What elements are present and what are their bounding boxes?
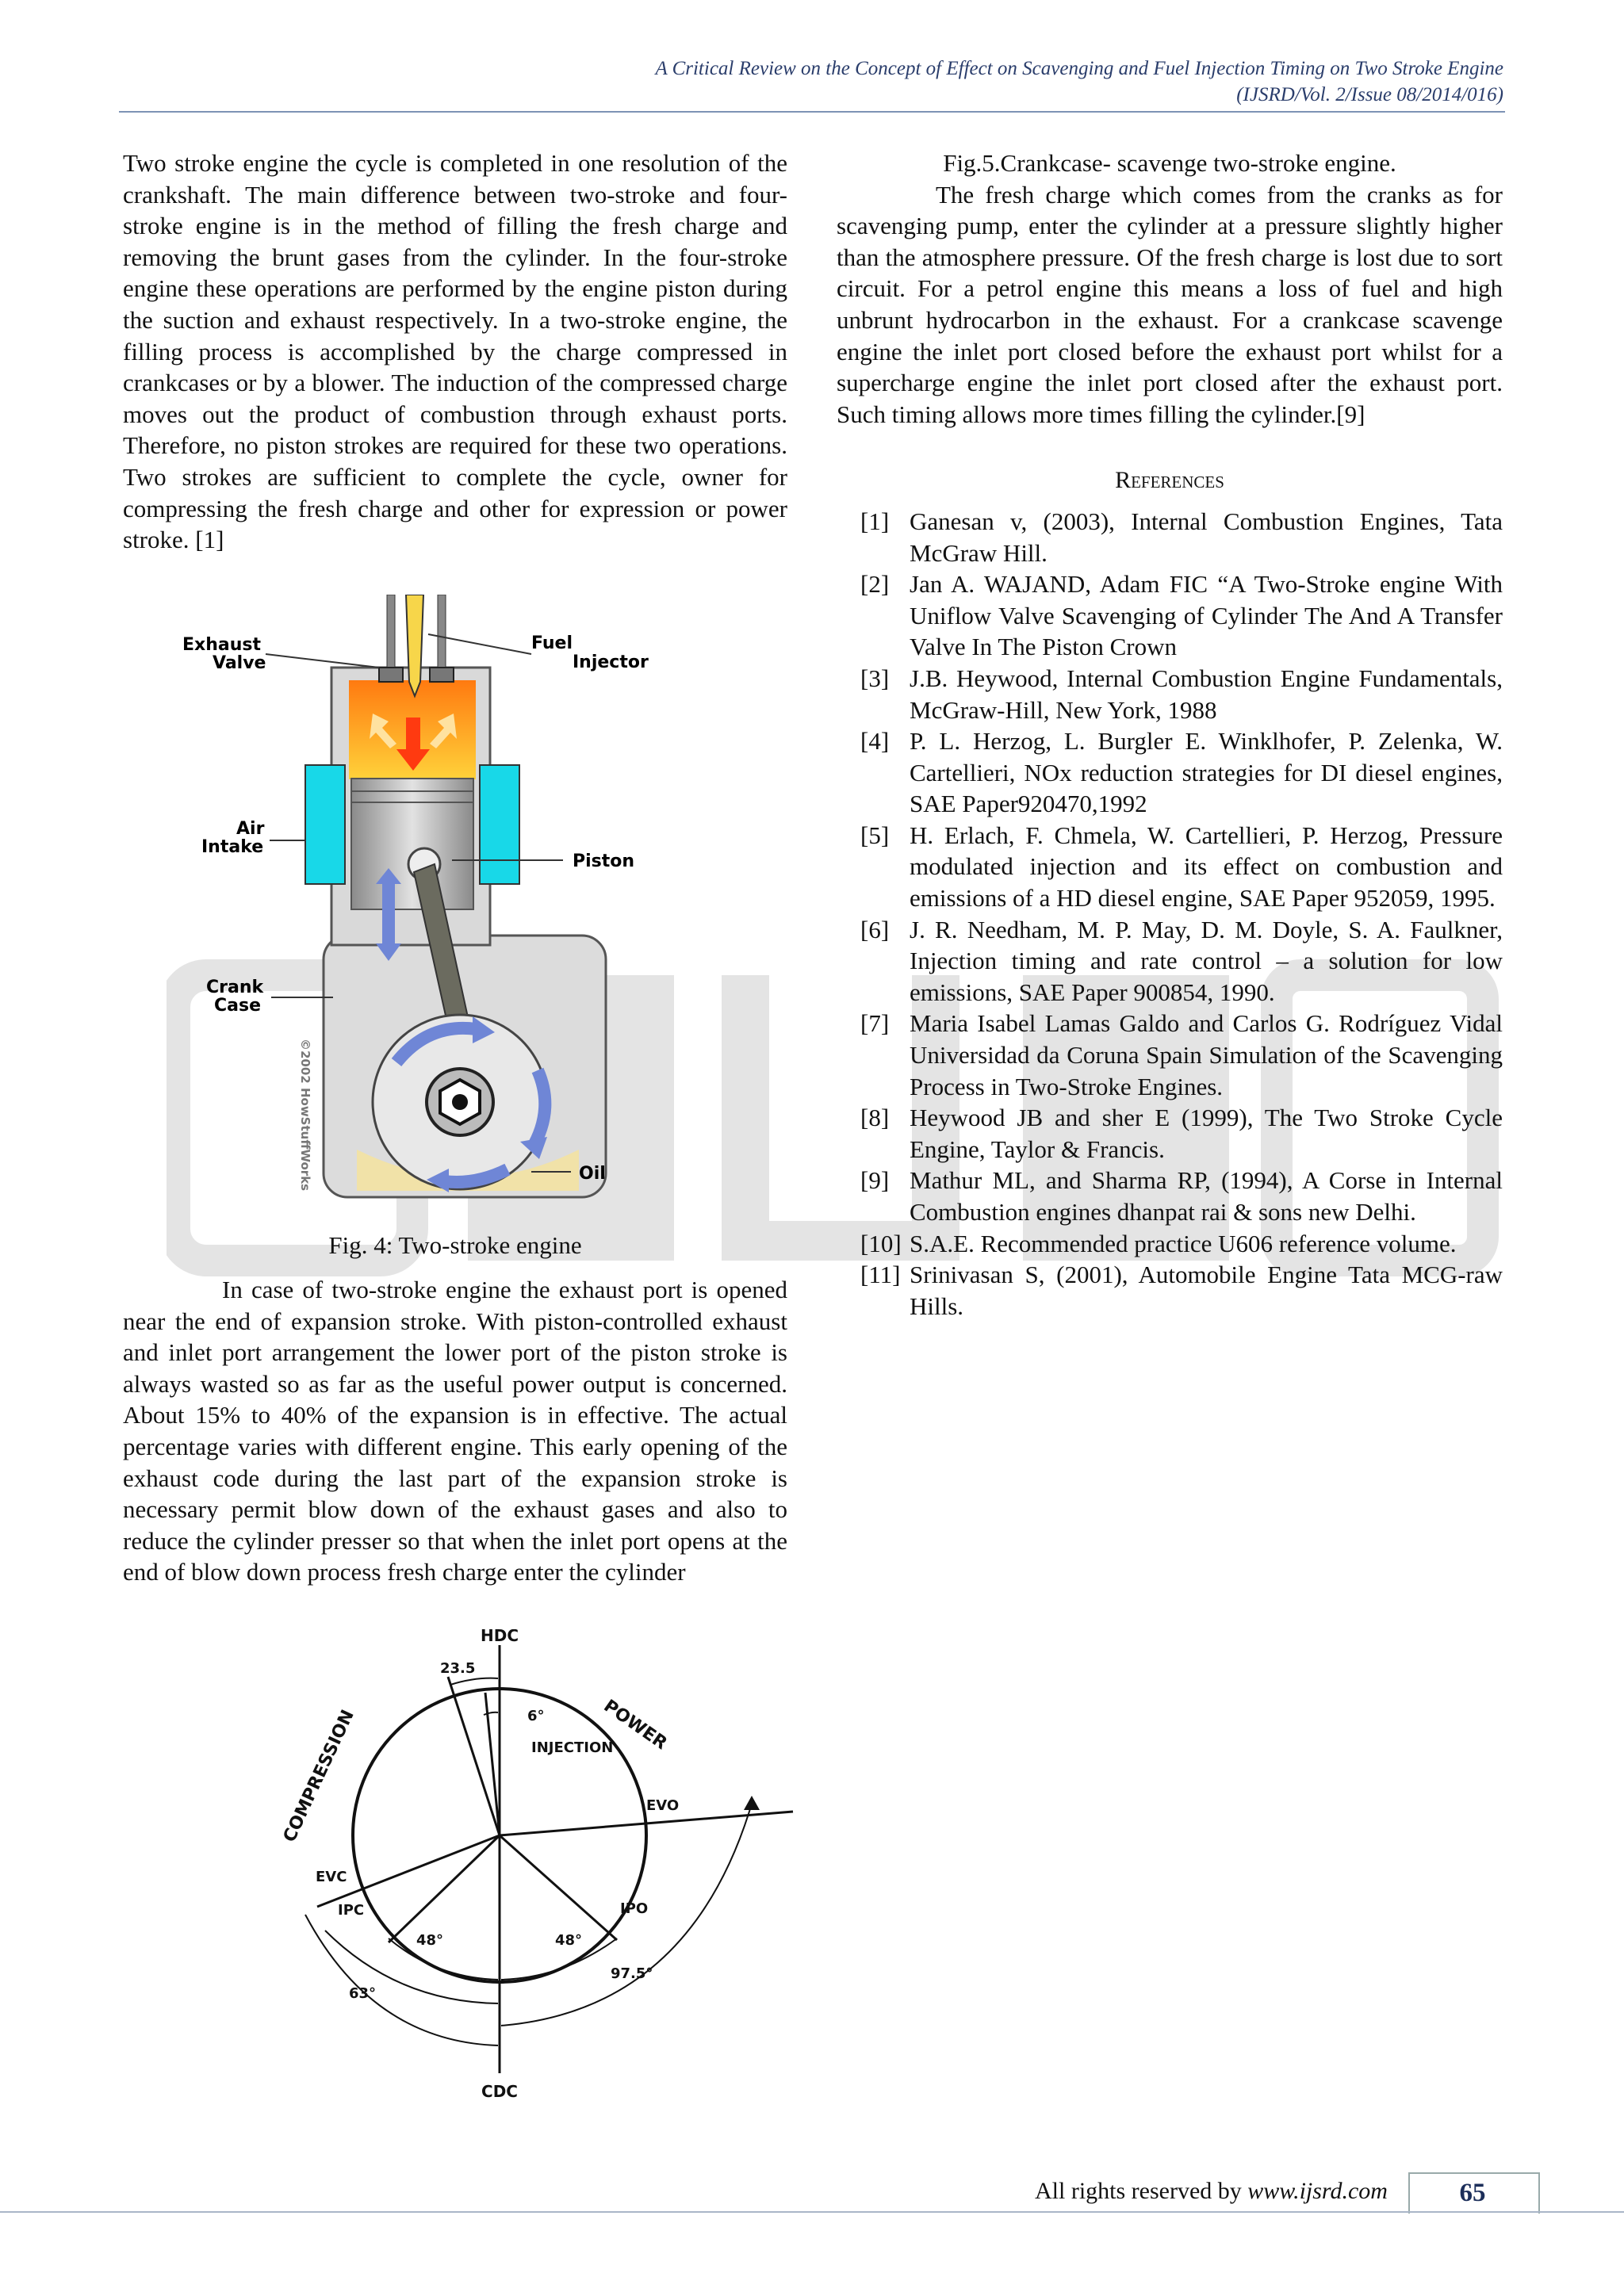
timing-diagram <box>246 1629 817 2105</box>
piston <box>351 779 473 909</box>
reference-item: [1] Ganesan v, (2003), Internal Combustion Engines, Tata McGraw Hill. <box>860 507 1503 567</box>
intro-paragraph: Two stroke engine the cycle is completed in one resolution of the crankshaft. The main difference between two-stroke and four-stroke engine is in the method of filling the fresh charge and removing the brunt gases from the cylinder. In the four-stroke engine these operations are performed by the engine piston during the suction and exhaust respectively. In a two-stroke engine, the filling process is accomplished by the charge compressed in crankcases or by a blower. The induction of the compressed charge moves out the product of combustion through exhaust ports. Therefore, no piston strokes are required for these two operations. Two strokes are sufficient to complete the cycle, owner for compressing the fresh charge and other for expression or power stroke. [1] <box>123 149 787 554</box>
reference-item: [4] P. L. Herzog, L. Burgler E. Winklhofer, P. Zelenka, W. Cartellieri, NOx reduction strategies for DI diesel engines, SAE Paper920470,1992 <box>860 727 1503 818</box>
page-number: 65 <box>1459 2179 1486 2207</box>
label-oil: Oil <box>579 1164 606 1184</box>
label-crank-case-2: Case <box>214 996 262 1016</box>
footer-divider <box>0 2211 1624 2213</box>
header-volume: (IJSRD/Vol. 2/Issue 08/2014/016) <box>1236 84 1503 105</box>
label-hdc: HDC <box>480 1629 519 1645</box>
label-power: POWER <box>599 1696 671 1755</box>
header-title: A Critical Review on the Concept of Effect on Scavenging and Fuel Injection Timing on Two Stroke Engine <box>655 58 1503 79</box>
label-ipc: IPC <box>338 1902 365 1919</box>
label-evc: EVC <box>316 1869 347 1885</box>
exhaust-valve-head <box>379 668 403 682</box>
label-angle-6: 6° <box>527 1708 545 1724</box>
reference-item: [8] Heywood JB and sher E (1999), The Two Stroke Cycle Engine, Taylor & Francis. <box>860 1104 1503 1163</box>
reference-item: [9] Mathur ML, and Sharma RP, (1994), A Corse in Internal Combustion engines dhanpat rai & sons new Delhi. <box>860 1166 1503 1226</box>
label-fuel-injector-2: Injector <box>573 652 649 672</box>
label-compression: COMPRESSION <box>279 1707 358 1846</box>
label-air-intake-2: Intake <box>201 837 264 857</box>
reference-item: [2] Jan A. WAJAND, Adam FIC “A Two-Stroke engine With Uniflow Valve Scavenging of Cylinder The And A Transfer Valve In The Piston Crown <box>860 570 1503 661</box>
label-exhaust-valve-2: Valve <box>213 653 266 673</box>
label-exhaust-valve: Exhaust <box>182 635 261 655</box>
label-piston: Piston <box>573 851 635 871</box>
label-injection: INJECTION <box>531 1739 614 1756</box>
label-air-intake: Air <box>236 819 265 839</box>
reference-item: [11] Srinivasan S, (2001), Automobile Engine Tata MCG-raw Hills. <box>860 1261 1503 1320</box>
reference-item: [10] S.A.E. Recommended practice U606 reference volume. <box>860 1229 1457 1257</box>
references-heading: References <box>1115 467 1224 494</box>
label-angle-63: 63° <box>349 1985 377 2002</box>
reference-item: [5] H. Erlach, F. Chmela, W. Cartellieri, P. Herzog, Pressure modulated injection and its effect on combustion and emissions of a HD diesel engine, SAE Paper 952059, 1995. <box>860 821 1503 913</box>
air-intake-right <box>480 765 519 884</box>
references-list <box>837 506 1503 1322</box>
left-column-lower <box>123 1274 787 1588</box>
two-stroke-engine-diagram <box>159 595 650 1213</box>
label-crank-case: Crank <box>206 978 264 997</box>
right-column <box>837 147 1503 1322</box>
fuel-injector <box>406 595 423 696</box>
label-cdc: CDC <box>481 2082 518 2101</box>
reference-item: [7] Maria Isabel Lamas Galdo and Carlos G. Rodríguez Vidal Universidad da Coruna Spain Simulation of the Scavenging Process in Two-Stroke Engines. <box>860 1009 1503 1100</box>
exhaust-port-paragraph: In case of two-stroke engine the exhaust port is opened near the end of expansion stroke. With piston-controlled exhaust and inlet port arrangement the lower port of the piston stroke is always wasted so as far as the useful power output is concerned. About 15% to 40% of the expansion is in effective. The actual percentage varies with different engine. This early opening of the exhaust code during the last part of the expansion stroke is necessary permit blow down of the exhaust gases and also to reduce the cylinder presser so that when the inlet port opens at the end of blow down process fresh charge enter the cylinder <box>123 1276 787 1586</box>
footer-site-link[interactable]: www.ijsrd.com <box>1247 2178 1388 2204</box>
scavenging-paragraph: The fresh charge which comes from the cranks as for scavenging pump, enter the cylinder at a pressure slightly higher than the atmosphere pressure. Of the fresh charge is lost due to sort circuit. For a petrol engine this means a loss of fuel and high unbrunt hydrocarbon in the exhaust. For a crankcase scavenge engine the inlet port closed before the exhaust port whilst for a supercharge engine the inlet port closed after the exhaust port. Such timing allows more times filling the cylinder.[9] <box>837 180 1503 428</box>
label-angle-23-5: 23.5 <box>440 1660 476 1677</box>
fig4-caption: Fig. 4: Two-stroke engine <box>328 1231 582 1259</box>
right-valve-stem <box>438 595 446 670</box>
label-fuel-injector: Fuel <box>530 633 573 653</box>
running-header <box>656 55 1503 108</box>
label-evo: EVO <box>646 1797 680 1814</box>
reference-item: [6] J. R. Needham, M. P. May, D. M. Doyle, S. A. Faulkner, Injection timing and rate control – a solution for low emissions, SAE Paper 900854, 1990. <box>860 915 1503 1006</box>
copyright-label: ©2002 HowStuffWorks <box>298 1039 312 1192</box>
footer-rights <box>1035 2178 1388 2205</box>
label-angle-48-left: 48° <box>416 1932 444 1949</box>
label-ipo: IPO <box>620 1900 649 1917</box>
label-angle-48-right: 48° <box>555 1932 583 1949</box>
label-angle-97-5: 97.5° <box>611 1965 653 1982</box>
fig5-caption: Fig.5.Crankcase- scavenge two-stroke engine. <box>943 149 1396 177</box>
air-intake-left <box>305 765 345 884</box>
reference-item: [3] J.B. Heywood, Internal Combustion Engine Fundamentals, McGraw-Hill, New York, 1988 <box>860 664 1503 724</box>
footer-rights-label: All rights reserved by <box>1035 2178 1242 2204</box>
exhaust-valve-stem <box>387 595 395 670</box>
left-column <box>123 147 787 556</box>
header-divider <box>119 111 1505 113</box>
